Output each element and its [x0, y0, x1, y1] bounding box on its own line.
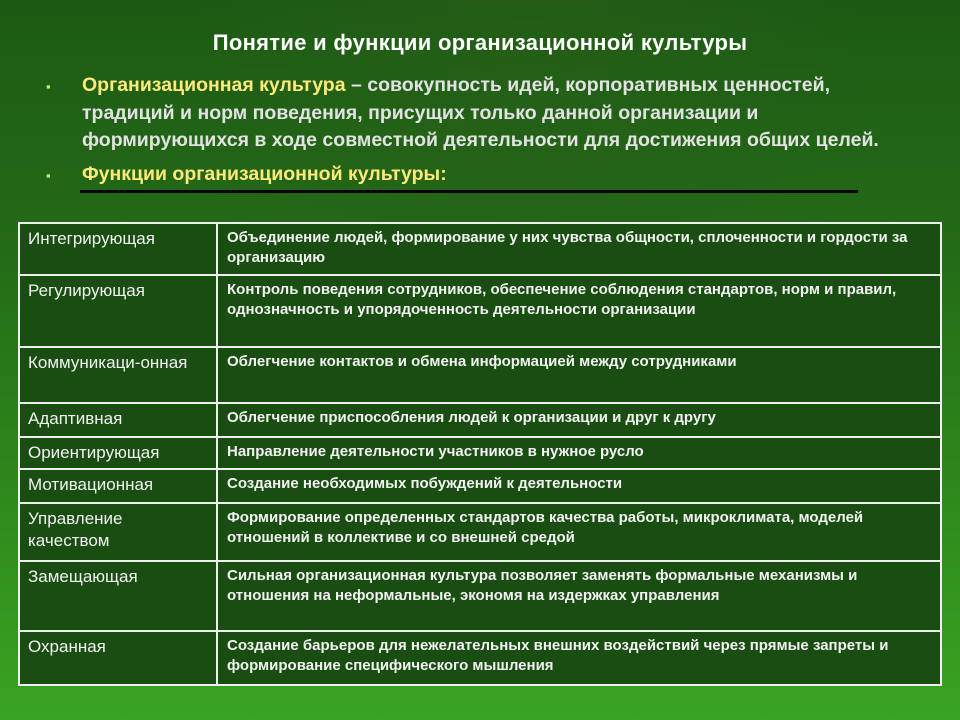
definition-text: – совокупность идей, корпоративных ценностей, традиций и норм поведения, присущих только данной организации и формирующихся в ходе совместной деятельности для достижения общих целей.: [82, 74, 879, 151]
function-name: Адаптивная: [19, 403, 217, 437]
table-row: [19, 469, 941, 503]
divider-line: [80, 190, 858, 193]
table-row: [19, 223, 941, 275]
bullet-square-icon: ▪: [46, 79, 51, 94]
table-row: [19, 503, 941, 561]
function-name: Мотивационная: [19, 469, 217, 503]
function-description: Формирование определенных стандартов качества работы, микроклимата, моделей отношений в коллективе и со внешней средой: [217, 503, 941, 561]
function-name: Регулирующая: [19, 275, 217, 347]
table-row: [19, 437, 941, 469]
slide-title: Понятие и функции организационной культуры: [212, 30, 748, 55]
function-description: Создание барьеров для нежелательных внешних воздействий через прямые запреты и формирование специфического мышления: [217, 631, 941, 685]
function-description: Создание необходимых побуждений к деятельности: [217, 469, 941, 503]
table-row: [19, 561, 941, 631]
table-row: [19, 403, 941, 437]
function-name: Ориентирующая: [19, 437, 217, 469]
function-description: Объединение людей, формирование у них чувства общности, сплоченности и гордости за организацию: [217, 223, 941, 275]
table-row: [19, 275, 941, 347]
table-row: [19, 631, 941, 685]
function-description: Сильная организационная культура позволяет заменять формальные механизмы и отношения на неформальные, экономя на издержках управления: [217, 561, 941, 631]
table-row: [19, 347, 941, 403]
bullet-definition: [46, 72, 926, 155]
functions-table: [18, 222, 942, 686]
bullet-list: [46, 72, 926, 188]
function-description: Направление деятельности участников в нужное русло: [217, 437, 941, 469]
function-name: Управление качеством: [19, 503, 217, 561]
function-name: Коммуникаци-онная: [19, 347, 217, 403]
bullet-square-icon: ▪: [46, 167, 51, 183]
bullet-functions: [46, 161, 926, 189]
functions-heading: Функции организационной культуры:: [82, 162, 447, 185]
function-description: Облегчение контактов и обмена информацией между сотрудниками: [217, 347, 941, 403]
function-description: Контроль поведения сотрудников, обеспечение соблюдения стандартов, норм и правил, однозначность и упорядоченность деятельности организации: [217, 275, 941, 347]
definition-term: Организационная культура: [82, 74, 346, 96]
function-name: Охранная: [19, 631, 217, 685]
function-name: Интегрирующая: [19, 223, 217, 275]
function-name: Замещающая: [19, 561, 217, 631]
function-description: Облегчение приспособления людей к организации и друг к другу: [217, 403, 941, 437]
